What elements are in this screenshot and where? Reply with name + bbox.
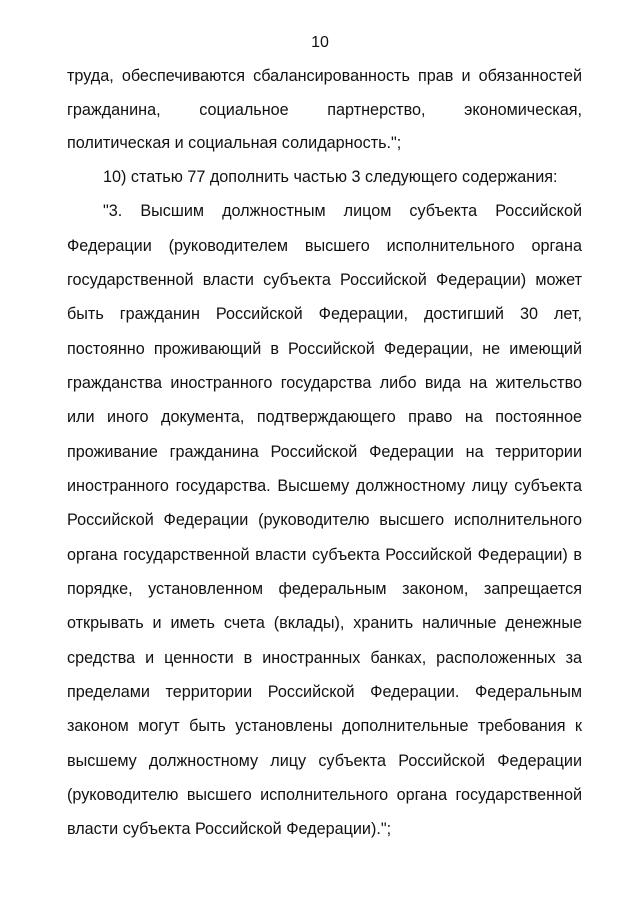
- text-line: (руководителю высшего исполнительного органа государственной: [67, 786, 582, 804]
- text-line: порядке, установленном федеральным законом, запрещается: [67, 580, 582, 598]
- text-line: гражданства иностранного государства либо вида на жительство: [67, 374, 582, 392]
- text-line: политическая и социальная солидарность.";: [67, 134, 402, 152]
- text-line: труда, обеспечиваются сбалансированность прав и обязанностей: [67, 67, 582, 85]
- text-line: высшему должностному лицу субъекта Российской Федерации: [67, 752, 582, 770]
- text-line: открывать и иметь счета (вклады), хранить наличные денежные: [67, 614, 582, 632]
- text-line: иностранного государства. Высшему должностному лицу субъекта: [67, 477, 582, 495]
- text-line: постоянно проживающий в Российской Федерации, не имеющий: [67, 340, 582, 358]
- text-line: "3. Высшим должностным лицом субъекта Российской: [103, 202, 582, 220]
- text-line: органа государственной власти субъекта Российской Федерации) в: [67, 546, 582, 564]
- text-line: проживание гражданина Российской Федерации на территории: [67, 443, 582, 461]
- text-line: Федерации (руководителем высшего исполнительного органа: [67, 237, 582, 255]
- text-line: 10) статью 77 дополнить частью 3 следующего содержания:: [103, 168, 558, 186]
- text-line: пределами территории Российской Федерации. Федеральным: [67, 683, 582, 701]
- text-line: средства и ценности в иностранных банках, расположенных за: [67, 649, 582, 667]
- text-line: власти субъекта Российской Федерации).";: [67, 820, 392, 838]
- text-line: законом могут быть установлены дополнительные требования к: [67, 717, 582, 735]
- text-line: гражданина, социальное партнерство, экономическая,: [67, 101, 582, 119]
- text-line: государственной власти субъекта Российской Федерации) может: [67, 271, 582, 289]
- page-number: 10: [311, 34, 329, 51]
- text-line: быть гражданин Российской Федерации, достигший 30 лет,: [67, 305, 582, 323]
- text-line: Российской Федерации (руководителю высшего исполнительного: [67, 511, 582, 529]
- text-line: или иного документа, подтверждающего право на постоянное: [67, 408, 582, 426]
